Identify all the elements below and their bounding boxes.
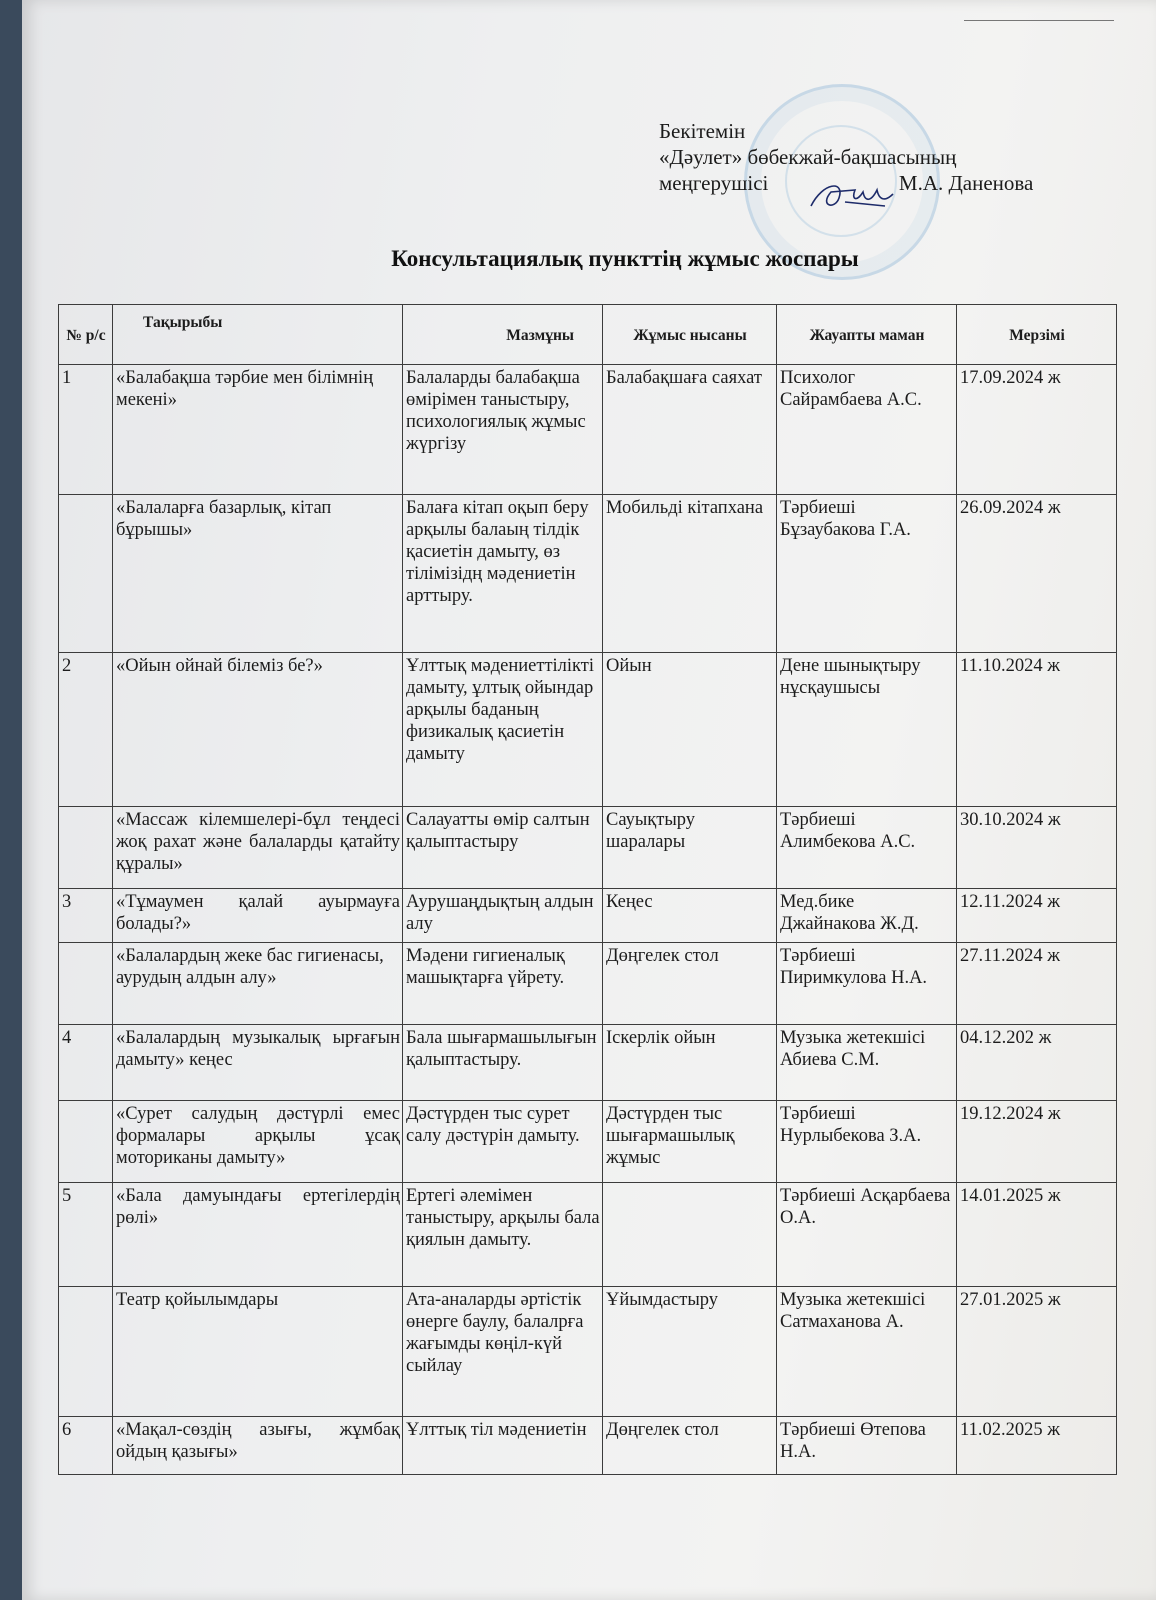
row-date: 27.11.2024 ж — [957, 943, 1117, 1025]
row-topic: «Балаларға базарлық, кітап бұрышы» — [113, 495, 403, 653]
row-topic: «Тұмаумен қалай ауырмауға болады?» — [113, 889, 403, 943]
row-num: 6 — [59, 1417, 113, 1475]
row-num — [59, 943, 113, 1025]
row-content: Бала шығармашылығын қалыптастыру. — [403, 1025, 603, 1101]
row-content: Ертегі әлемімен таныстыру, арқылы бала қиялын дамыту. — [403, 1183, 603, 1287]
row-num: 3 — [59, 889, 113, 943]
row-form: Іскерлік ойын — [603, 1025, 777, 1101]
row-num — [59, 807, 113, 889]
row-form: Дөңгелек стол — [603, 943, 777, 1025]
row-date: 19.12.2024 ж — [957, 1101, 1117, 1183]
row-topic: Театр қойылымдары — [113, 1287, 403, 1417]
row-topic: «Балалардың жеке бас гигиенасы, аурудың алдын алу» — [113, 943, 403, 1025]
row-topic: «Балабақша тәрбие мен білімнің мекені» — [113, 365, 403, 495]
row-date: 04.12.202 ж — [957, 1025, 1117, 1101]
table-row — [59, 1417, 1117, 1475]
row-responsible: Тәрбиеші Алимбекова А.С. — [777, 807, 957, 889]
row-topic: «Бала дамуындағы ертегілердің рөлі» — [113, 1183, 403, 1287]
table-row — [59, 365, 1117, 495]
row-num: 4 — [59, 1025, 113, 1101]
header-content: Мазмұны — [403, 305, 603, 365]
row-date: 12.11.2024 ж — [957, 889, 1117, 943]
row-responsible: Тәрбиеші Өтепова Н.А. — [777, 1417, 957, 1475]
signature — [805, 176, 905, 220]
header-num: № р/с — [59, 305, 113, 365]
header-responsible: Жауапты маман — [777, 305, 957, 365]
row-date: 26.09.2024 ж — [957, 495, 1117, 653]
row-content: Балаға кітап оқып беру арқылы балаың тілдік қасиетін дамыту, өз тілімізідң мәдениетін арттыру. — [403, 495, 603, 653]
row-date: 11.02.2025 ж — [957, 1417, 1117, 1475]
approval-position: меңгерушісі — [659, 171, 769, 195]
row-num — [59, 1101, 113, 1183]
row-content: Аурушаңдықтың алдын алу — [403, 889, 603, 943]
row-responsible: Дене шынықтыру нұсқаушысы — [777, 653, 957, 807]
approval-name: М.А. Даненова — [898, 171, 1034, 195]
row-content: Ата-аналарды әртістік өнерге баулу, балалрға жағымды көңіл-күй сыйлау — [403, 1287, 603, 1417]
row-responsible: Музыка жетекшісі Сатмаханова А. — [777, 1287, 957, 1417]
row-responsible: Тәрбиеші Нурлыбекова З.А. — [777, 1101, 957, 1183]
row-form: Кеңес — [603, 889, 777, 943]
row-date: 11.10.2024 ж — [957, 653, 1117, 807]
row-responsible: Музыка жетекшісі Абиева С.М. — [777, 1025, 957, 1101]
work-plan-table — [58, 304, 1117, 1475]
header-form: Жұмыс нысаны — [603, 305, 777, 365]
row-num — [59, 1287, 113, 1417]
row-topic: «Ойын ойнай білеміз бе?» — [113, 653, 403, 807]
row-date: 27.01.2025 ж — [957, 1287, 1117, 1417]
row-content: Дәстүрден тыс сурет салу дәстүрін дамыту. — [403, 1101, 603, 1183]
header-topic: Тақырыбы — [113, 305, 403, 365]
approval-line-2: «Дәулет» бөбекжай-бақшасының — [659, 145, 957, 169]
row-content: Ұлттық мәдениеттілікті дамыту, ұлтық ойындар арқылы баданың физикалық қасиетін дамыту — [403, 653, 603, 807]
approval-line-1: Бекітемін — [659, 119, 746, 143]
row-num: 2 — [59, 653, 113, 807]
row-date: 14.01.2025 ж — [957, 1183, 1117, 1287]
row-form — [603, 1183, 777, 1287]
row-content: Балаларды балабақша өмірімен таныстыру, психологиялық жұмыс жүргізу — [403, 365, 603, 495]
row-responsible: Психолог Сайрамбаева А.С. — [777, 365, 957, 495]
table-header-row — [59, 305, 1117, 365]
document-title: Консультациялық пункттің жұмыс жоспары — [391, 246, 859, 271]
table-row — [59, 807, 1117, 889]
row-form: Мобильді кітапхана — [603, 495, 777, 653]
table-row — [59, 1183, 1117, 1287]
row-form: Сауықтыру шаралары — [603, 807, 777, 889]
row-form: Ұйымдастыру — [603, 1287, 777, 1417]
row-responsible: Тәрбиеші Асқарбаева О.А. — [777, 1183, 957, 1287]
table-row — [59, 943, 1117, 1025]
row-num: 1 — [59, 365, 113, 495]
row-num: 5 — [59, 1183, 113, 1287]
row-topic: «Балалардың музыкалық ырғағын дамыту» кеңес — [113, 1025, 403, 1101]
row-date: 30.10.2024 ж — [957, 807, 1117, 889]
row-topic: «Массаж кілемшелері-бұл теңдесі жоқ рахат және балаларды қатайту құралы» — [113, 807, 403, 889]
row-date: 17.09.2024 ж — [957, 365, 1117, 495]
row-responsible: Мед.бике Джайнакова Ж.Д. — [777, 889, 957, 943]
row-topic: «Сурет салудың дәстүрлі емес формалары арқылы ұсақ моториканы дамыту» — [113, 1101, 403, 1183]
row-content: Салауатты өмір салтын қалыптастыру — [403, 807, 603, 889]
row-form: Дәстүрден тыс шығармашылық жұмыс — [603, 1101, 777, 1183]
table-row — [59, 1101, 1117, 1183]
table-row — [59, 653, 1117, 807]
row-topic: «Мақал-сөздің азығы, жұмбақ ойдың қазығы» — [113, 1417, 403, 1475]
row-form: Балабақшаға саяхат — [603, 365, 777, 495]
row-content: Ұлттық тіл мәдениетін — [403, 1417, 603, 1475]
table-row — [59, 1025, 1117, 1101]
table-row — [59, 889, 1117, 943]
row-form: Ойын — [603, 653, 777, 807]
top-rule — [964, 20, 1114, 21]
row-form: Дөңгелек стол — [603, 1417, 777, 1475]
row-responsible: Тәрбиеші Пиримкулова Н.А. — [777, 943, 957, 1025]
header-date: Мерзімі — [957, 305, 1117, 365]
table-row — [59, 495, 1117, 653]
row-content: Мәдени гигиеналық машықтарға үйрету. — [403, 943, 603, 1025]
row-num — [59, 495, 113, 653]
table-row — [59, 1287, 1117, 1417]
row-responsible: Тәрбиеші Бұзаубакова Г.А. — [777, 495, 957, 653]
